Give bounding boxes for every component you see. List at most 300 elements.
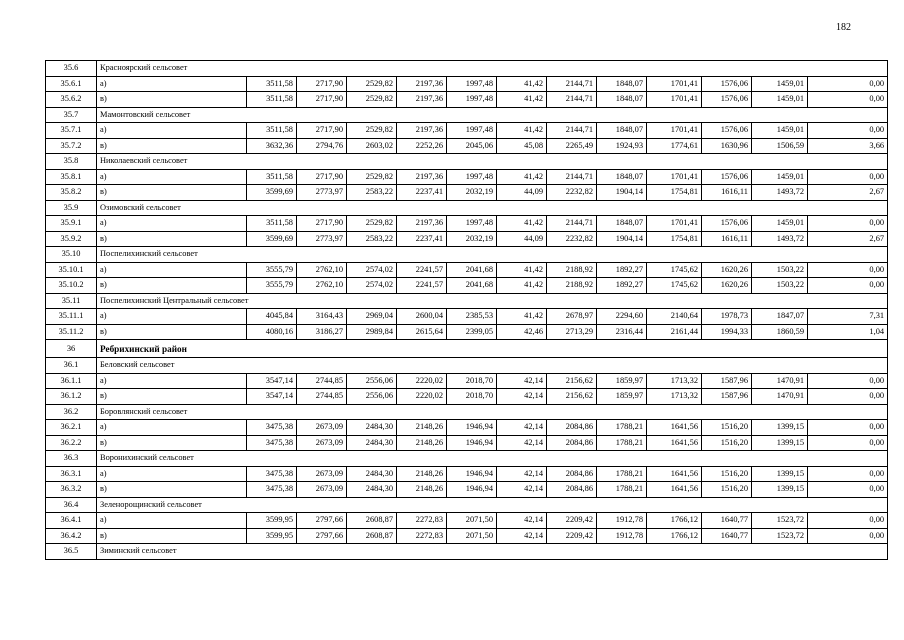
- value-cell: 0,00: [808, 278, 888, 294]
- value-cell: 2717,90: [297, 169, 347, 185]
- row-code: 35.10: [46, 247, 97, 263]
- row-label: в): [97, 482, 247, 498]
- value-cell: 42,14: [497, 389, 547, 405]
- table-row: [46, 278, 888, 294]
- value-cell: 2156,62: [547, 389, 597, 405]
- section-header-row: [46, 497, 888, 513]
- value-cell: 2,67: [808, 185, 888, 201]
- page-number: 182: [836, 22, 851, 33]
- value-cell: 2232,82: [547, 231, 597, 247]
- value-cell: 1640,77: [702, 513, 752, 529]
- value-cell: 3555,79: [247, 278, 297, 294]
- value-cell: 1997,48: [447, 76, 497, 92]
- value-cell: 1459,01: [752, 92, 808, 108]
- value-cell: 3599,69: [247, 231, 297, 247]
- value-cell: 1399,15: [752, 435, 808, 451]
- value-cell: 41,42: [497, 309, 547, 325]
- table-row: [46, 389, 888, 405]
- value-cell: 1701,41: [647, 92, 702, 108]
- value-cell: 3632,36: [247, 138, 297, 154]
- row-code: 36.3.2: [46, 482, 97, 498]
- table-row: [46, 528, 888, 544]
- section-title: Поспелихинский Центральный сельсовет: [97, 293, 888, 309]
- value-cell: 1576,06: [702, 216, 752, 232]
- value-cell: 0,00: [808, 76, 888, 92]
- row-code: 35.9: [46, 200, 97, 216]
- table-row: [46, 435, 888, 451]
- value-cell: 1576,06: [702, 92, 752, 108]
- value-cell: 2399,05: [447, 324, 497, 340]
- value-cell: 1754,81: [647, 185, 702, 201]
- value-cell: 2144,71: [547, 76, 597, 92]
- value-cell: 2529,82: [347, 76, 397, 92]
- table-row: [46, 373, 888, 389]
- value-cell: 1848,07: [597, 216, 647, 232]
- row-label: в): [97, 231, 247, 247]
- table-row: [46, 482, 888, 498]
- value-cell: 2484,30: [347, 482, 397, 498]
- section-title: Боровлянский сельсовет: [97, 404, 888, 420]
- value-cell: 0,00: [808, 435, 888, 451]
- row-code: 36.3: [46, 451, 97, 467]
- value-cell: 2529,82: [347, 216, 397, 232]
- row-label: в): [97, 528, 247, 544]
- value-cell: 1946,94: [447, 482, 497, 498]
- value-cell: 2673,09: [297, 420, 347, 436]
- row-label: а): [97, 420, 247, 436]
- value-cell: 1912,78: [597, 528, 647, 544]
- value-cell: 41,42: [497, 278, 547, 294]
- value-cell: 2272,83: [397, 513, 447, 529]
- value-cell: 1620,26: [702, 262, 752, 278]
- row-code: 36.2.1: [46, 420, 97, 436]
- value-cell: 0,00: [808, 420, 888, 436]
- value-cell: 1848,07: [597, 92, 647, 108]
- row-code: 36.4.2: [46, 528, 97, 544]
- value-cell: 1616,11: [702, 185, 752, 201]
- value-cell: 1766,12: [647, 528, 702, 544]
- value-cell: 2197,36: [397, 76, 447, 92]
- value-cell: 3511,58: [247, 123, 297, 139]
- value-cell: 2209,42: [547, 513, 597, 529]
- value-cell: 2484,30: [347, 420, 397, 436]
- value-cell: 44,09: [497, 231, 547, 247]
- value-cell: 0,00: [808, 169, 888, 185]
- value-cell: 3511,58: [247, 169, 297, 185]
- value-cell: 2600,04: [397, 309, 447, 325]
- value-cell: 1788,21: [597, 435, 647, 451]
- value-cell: 2032,19: [447, 185, 497, 201]
- value-cell: 1946,94: [447, 435, 497, 451]
- value-cell: 1503,22: [752, 278, 808, 294]
- value-cell: 1399,15: [752, 420, 808, 436]
- table-row: [46, 216, 888, 232]
- value-cell: 2032,19: [447, 231, 497, 247]
- value-cell: 2773,97: [297, 231, 347, 247]
- value-cell: 1503,22: [752, 262, 808, 278]
- value-cell: 2603,02: [347, 138, 397, 154]
- row-label: в): [97, 138, 247, 154]
- table-row: [46, 76, 888, 92]
- row-label: а): [97, 262, 247, 278]
- value-cell: 1616,11: [702, 231, 752, 247]
- value-cell: 2144,71: [547, 169, 597, 185]
- value-cell: 0,00: [808, 389, 888, 405]
- value-cell: 1997,48: [447, 169, 497, 185]
- value-cell: 1630,96: [702, 138, 752, 154]
- value-cell: 1997,48: [447, 92, 497, 108]
- value-cell: 1470,91: [752, 373, 808, 389]
- row-code: 36.1.1: [46, 373, 97, 389]
- value-cell: 2071,50: [447, 528, 497, 544]
- value-cell: 1516,20: [702, 466, 752, 482]
- section-title: Зеленорощинский сельсовет: [97, 497, 888, 513]
- value-cell: 2084,86: [547, 420, 597, 436]
- value-cell: 3555,79: [247, 262, 297, 278]
- value-cell: 2071,50: [447, 513, 497, 529]
- section-header-row: [46, 544, 888, 560]
- row-label: в): [97, 185, 247, 201]
- value-cell: 2084,86: [547, 435, 597, 451]
- row-code: 35.11.2: [46, 324, 97, 340]
- value-cell: 1713,32: [647, 389, 702, 405]
- value-cell: 41,42: [497, 123, 547, 139]
- value-cell: 1493,72: [752, 231, 808, 247]
- value-cell: 2252,26: [397, 138, 447, 154]
- value-cell: 2316,44: [597, 324, 647, 340]
- value-cell: 1788,21: [597, 420, 647, 436]
- row-code: 35.10.1: [46, 262, 97, 278]
- row-label: а): [97, 216, 247, 232]
- value-cell: 2484,30: [347, 435, 397, 451]
- value-cell: 1745,62: [647, 262, 702, 278]
- value-cell: 1516,20: [702, 482, 752, 498]
- value-cell: 2041,68: [447, 278, 497, 294]
- value-cell: 2529,82: [347, 123, 397, 139]
- value-cell: 1641,56: [647, 482, 702, 498]
- section-title: Красноярский сельсовет: [97, 61, 888, 77]
- row-code: 35.7: [46, 107, 97, 123]
- value-cell: 2220,02: [397, 389, 447, 405]
- value-cell: 1701,41: [647, 76, 702, 92]
- row-label: а): [97, 169, 247, 185]
- value-cell: 1493,72: [752, 185, 808, 201]
- value-cell: 3511,58: [247, 76, 297, 92]
- row-code: 36.2: [46, 404, 97, 420]
- table-row: [46, 185, 888, 201]
- row-label: в): [97, 92, 247, 108]
- value-cell: 1848,07: [597, 123, 647, 139]
- value-cell: 1641,56: [647, 466, 702, 482]
- value-cell: 1576,06: [702, 76, 752, 92]
- row-label: а): [97, 373, 247, 389]
- value-cell: 1904,14: [597, 231, 647, 247]
- value-cell: 1847,07: [752, 309, 808, 325]
- value-cell: 1860,59: [752, 324, 808, 340]
- value-cell: 2989,84: [347, 324, 397, 340]
- row-code: 35.7.1: [46, 123, 97, 139]
- value-cell: 2241,57: [397, 278, 447, 294]
- row-code: 35.11.1: [46, 309, 97, 325]
- value-cell: 0,00: [808, 482, 888, 498]
- district-title: Ребрихинский район: [97, 340, 888, 358]
- section-header-row: [46, 451, 888, 467]
- value-cell: 1924,93: [597, 138, 647, 154]
- row-code: 36.4: [46, 497, 97, 513]
- value-cell: 3475,38: [247, 435, 297, 451]
- section-header-row: [46, 154, 888, 170]
- value-cell: 2529,82: [347, 92, 397, 108]
- value-cell: 42,14: [497, 513, 547, 529]
- row-code: 35.6.2: [46, 92, 97, 108]
- value-cell: 1946,94: [447, 466, 497, 482]
- value-cell: 3511,58: [247, 216, 297, 232]
- value-cell: 2529,82: [347, 169, 397, 185]
- value-cell: 1848,07: [597, 169, 647, 185]
- value-cell: 45,08: [497, 138, 547, 154]
- value-cell: 3511,58: [247, 92, 297, 108]
- value-cell: 2583,22: [347, 185, 397, 201]
- value-cell: 1994,33: [702, 324, 752, 340]
- value-cell: 2144,71: [547, 123, 597, 139]
- value-cell: 1506,59: [752, 138, 808, 154]
- value-cell: 2241,57: [397, 262, 447, 278]
- value-cell: 3,66: [808, 138, 888, 154]
- table-row: [46, 262, 888, 278]
- value-cell: 2197,36: [397, 169, 447, 185]
- value-cell: 1523,72: [752, 513, 808, 529]
- value-cell: 2673,09: [297, 482, 347, 498]
- section-header-row: [46, 107, 888, 123]
- value-cell: 1587,96: [702, 373, 752, 389]
- value-cell: 2148,26: [397, 466, 447, 482]
- table-row: [46, 231, 888, 247]
- row-label: а): [97, 309, 247, 325]
- value-cell: 42,14: [497, 435, 547, 451]
- row-label: в): [97, 324, 247, 340]
- row-code: 35.10.2: [46, 278, 97, 294]
- row-code: 35.9.2: [46, 231, 97, 247]
- value-cell: 3547,14: [247, 373, 297, 389]
- value-cell: 42,14: [497, 466, 547, 482]
- value-cell: 44,09: [497, 185, 547, 201]
- section-title: Воронихинский сельсовет: [97, 451, 888, 467]
- value-cell: 0,00: [808, 373, 888, 389]
- value-cell: 1848,07: [597, 76, 647, 92]
- value-cell: 1859,97: [597, 389, 647, 405]
- value-cell: 2794,76: [297, 138, 347, 154]
- value-cell: 1399,15: [752, 466, 808, 482]
- value-cell: 1713,32: [647, 373, 702, 389]
- table-row: [46, 138, 888, 154]
- value-cell: 2148,26: [397, 435, 447, 451]
- value-cell: 42,46: [497, 324, 547, 340]
- value-cell: 1576,06: [702, 169, 752, 185]
- row-code: 36.2.2: [46, 435, 97, 451]
- value-cell: 1859,97: [597, 373, 647, 389]
- row-code: 36.3.1: [46, 466, 97, 482]
- value-cell: 2084,86: [547, 482, 597, 498]
- section-title: Беловский сельсовет: [97, 358, 888, 374]
- row-code: 36.1: [46, 358, 97, 374]
- value-cell: 1946,94: [447, 420, 497, 436]
- section-header-row: [46, 200, 888, 216]
- value-cell: 2232,82: [547, 185, 597, 201]
- value-cell: 2084,86: [547, 466, 597, 482]
- value-cell: 1701,41: [647, 169, 702, 185]
- row-label: а): [97, 76, 247, 92]
- value-cell: 2608,87: [347, 513, 397, 529]
- value-cell: 3599,69: [247, 185, 297, 201]
- value-cell: 2,67: [808, 231, 888, 247]
- tariff-table: [45, 60, 888, 560]
- value-cell: 41,42: [497, 169, 547, 185]
- value-cell: 3475,38: [247, 482, 297, 498]
- value-cell: 1459,01: [752, 169, 808, 185]
- value-cell: 0,00: [808, 123, 888, 139]
- value-cell: 2969,04: [347, 309, 397, 325]
- value-cell: 4045,84: [247, 309, 297, 325]
- value-cell: 3475,38: [247, 420, 297, 436]
- value-cell: 4080,16: [247, 324, 297, 340]
- table-row: [46, 466, 888, 482]
- value-cell: 2762,10: [297, 278, 347, 294]
- value-cell: 2041,68: [447, 262, 497, 278]
- row-code: 36.1.2: [46, 389, 97, 405]
- value-cell: 42,14: [497, 528, 547, 544]
- value-cell: 2265,49: [547, 138, 597, 154]
- table-row: [46, 92, 888, 108]
- value-cell: 1978,73: [702, 309, 752, 325]
- value-cell: 2717,90: [297, 216, 347, 232]
- value-cell: 0,00: [808, 262, 888, 278]
- value-cell: 1576,06: [702, 123, 752, 139]
- value-cell: 2237,41: [397, 185, 447, 201]
- row-label: в): [97, 435, 247, 451]
- value-cell: 2717,90: [297, 123, 347, 139]
- value-cell: 1754,81: [647, 231, 702, 247]
- row-code: 35.11: [46, 293, 97, 309]
- section-header-row: [46, 404, 888, 420]
- row-code: 35.9.1: [46, 216, 97, 232]
- value-cell: 1997,48: [447, 216, 497, 232]
- value-cell: 1892,27: [597, 262, 647, 278]
- value-cell: 0,00: [808, 513, 888, 529]
- value-cell: 3186,27: [297, 324, 347, 340]
- table-row: [46, 309, 888, 325]
- value-cell: 2484,30: [347, 466, 397, 482]
- value-cell: 2144,71: [547, 92, 597, 108]
- row-label: в): [97, 389, 247, 405]
- row-code: 35.8.1: [46, 169, 97, 185]
- value-cell: 1459,01: [752, 76, 808, 92]
- row-label: в): [97, 278, 247, 294]
- value-cell: 1640,77: [702, 528, 752, 544]
- value-cell: 2608,87: [347, 528, 397, 544]
- value-cell: 2556,06: [347, 389, 397, 405]
- value-cell: 2717,90: [297, 92, 347, 108]
- row-code: 36: [46, 340, 97, 358]
- row-label: а): [97, 466, 247, 482]
- value-cell: 1766,12: [647, 513, 702, 529]
- value-cell: 2197,36: [397, 123, 447, 139]
- row-code: 35.6.1: [46, 76, 97, 92]
- value-cell: 1,04: [808, 324, 888, 340]
- section-title: Мамонтовский сельсовет: [97, 107, 888, 123]
- value-cell: 2797,66: [297, 528, 347, 544]
- value-cell: 2272,83: [397, 528, 447, 544]
- value-cell: 3547,14: [247, 389, 297, 405]
- value-cell: 41,42: [497, 216, 547, 232]
- row-code: 35.6: [46, 61, 97, 77]
- value-cell: 2797,66: [297, 513, 347, 529]
- value-cell: 1399,15: [752, 482, 808, 498]
- value-cell: 2188,92: [547, 278, 597, 294]
- value-cell: 2744,85: [297, 389, 347, 405]
- value-cell: 0,00: [808, 92, 888, 108]
- row-label: а): [97, 123, 247, 139]
- row-code: 36.5: [46, 544, 97, 560]
- value-cell: 2583,22: [347, 231, 397, 247]
- value-cell: 2237,41: [397, 231, 447, 247]
- value-cell: 2744,85: [297, 373, 347, 389]
- value-cell: 3164,43: [297, 309, 347, 325]
- value-cell: 42,14: [497, 373, 547, 389]
- value-cell: 3599,95: [247, 513, 297, 529]
- value-cell: 3475,38: [247, 466, 297, 482]
- section-header-row: [46, 358, 888, 374]
- value-cell: 7,31: [808, 309, 888, 325]
- value-cell: 2148,26: [397, 420, 447, 436]
- value-cell: 41,42: [497, 92, 547, 108]
- value-cell: 2045,06: [447, 138, 497, 154]
- value-cell: 1701,41: [647, 123, 702, 139]
- value-cell: 1997,48: [447, 123, 497, 139]
- value-cell: 2197,36: [397, 92, 447, 108]
- value-cell: 1620,26: [702, 278, 752, 294]
- value-cell: 1912,78: [597, 513, 647, 529]
- value-cell: 2615,64: [397, 324, 447, 340]
- value-cell: 0,00: [808, 528, 888, 544]
- value-cell: 2209,42: [547, 528, 597, 544]
- value-cell: 2161,44: [647, 324, 702, 340]
- value-cell: 2678,97: [547, 309, 597, 325]
- value-cell: 1788,21: [597, 466, 647, 482]
- section-header-row: [46, 293, 888, 309]
- value-cell: 1516,20: [702, 435, 752, 451]
- value-cell: 2156,62: [547, 373, 597, 389]
- value-cell: 2018,70: [447, 373, 497, 389]
- value-cell: 2148,26: [397, 482, 447, 498]
- value-cell: 1641,56: [647, 420, 702, 436]
- value-cell: 2673,09: [297, 435, 347, 451]
- section-title: Поспелихинский сельсовет: [97, 247, 888, 263]
- value-cell: 1470,91: [752, 389, 808, 405]
- section-header-row: [46, 247, 888, 263]
- value-cell: 2220,02: [397, 373, 447, 389]
- table-row: [46, 420, 888, 436]
- value-cell: 1459,01: [752, 123, 808, 139]
- table-row: [46, 513, 888, 529]
- value-cell: 2717,90: [297, 76, 347, 92]
- value-cell: 1587,96: [702, 389, 752, 405]
- value-cell: 1459,01: [752, 216, 808, 232]
- value-cell: 2144,71: [547, 216, 597, 232]
- value-cell: 2574,02: [347, 262, 397, 278]
- value-cell: 2773,97: [297, 185, 347, 201]
- section-title: Зиминский сельсовет: [97, 544, 888, 560]
- value-cell: 2673,09: [297, 466, 347, 482]
